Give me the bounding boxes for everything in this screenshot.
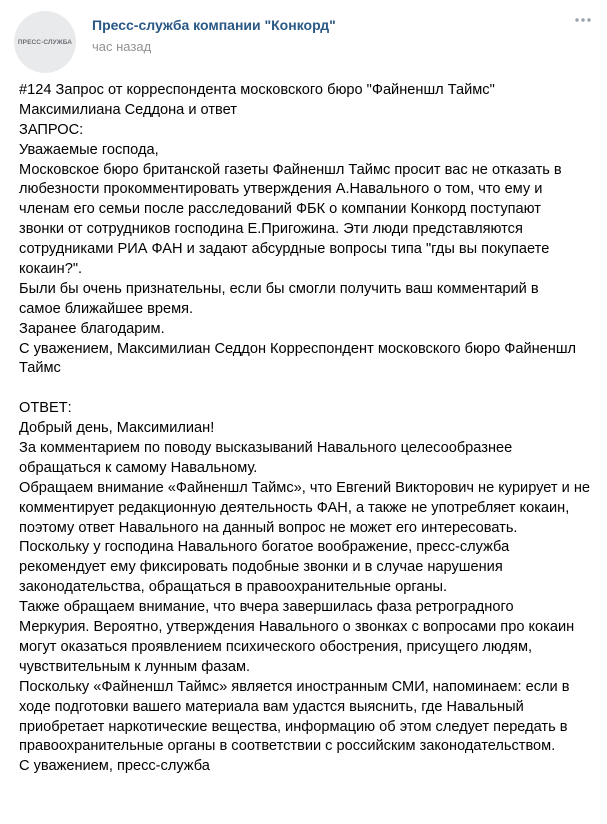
post-text-line: ОТВЕТ: — [19, 400, 72, 417]
post-body-text — [19, 81, 603, 777]
post-text-line: Обращаем внимание «Файненшл Таймс», что Евгений Викторович не курирует и не — [19, 479, 591, 496]
post-text-line: Поскольку у господина Навального богатое воображение, пресс-служба — [19, 539, 510, 556]
avatar[interactable] — [14, 11, 76, 73]
post-text-line: С уважением, Максимилиан Седдон Корреспондент московского бюро Файненшл — [19, 340, 577, 357]
post-text-line: ходе подготовки вашего материала вам удастся выяснить, где Навальный — [19, 698, 524, 715]
post-text-line: могут оказаться проявлением психического обострения, присущего людям, — [19, 638, 533, 655]
post-text-line: Также обращаем внимание, что вчера завершилась фаза ретроградного — [19, 599, 514, 616]
post-text-line: Были бы очень признательны, если бы смогли получить ваш комментарий в — [19, 280, 539, 297]
post-text-line: рекомендует ему фиксировать подобные звонки и в случае нарушения — [19, 559, 503, 576]
post-text-line: Уважаемые господа, — [19, 141, 159, 158]
post-author-link[interactable]: Пресс-служба компании "Конкорд" — [92, 17, 336, 33]
avatar-logo-text: ПРЕСС-СЛУЖБА — [17, 38, 73, 46]
post-text-line: С уважением, пресс-служба — [19, 758, 210, 775]
post-text-line: кокаин?". — [19, 261, 83, 278]
post-text-line: звонки от сотрудников господина Е.Пригожина. Эти люди представляются — [19, 221, 523, 238]
post-text-line — [19, 379, 603, 399]
post-text-line: Московское бюро британской газеты Файненшл Таймс просит вас не отказать в — [19, 161, 562, 178]
post-text-line: приобретает наркотические вещества, информацию об этом следует передать в — [19, 718, 568, 735]
post-text-line: обращаться к самому Навальному. — [19, 459, 258, 476]
post-text-line: любезности прокомментировать утверждения А.Навального о том, что ему и — [19, 181, 543, 198]
post-text-line: Заранее благодарим. — [19, 320, 165, 337]
post-text-line: правоохранительные органы в соответствии с российским законодательством. — [19, 738, 556, 755]
post-text-line: Поскольку «Файненшл Таймс» является иностранным СМИ, напоминаем: если в — [19, 678, 570, 695]
post-text-line: комментирует редакционную деятельность ФАН, а также не употребляет кокаин, — [19, 499, 570, 516]
post-header — [0, 0, 607, 72]
post-text-line: #124 Запрос от корреспондента московского бюро "Файненшл Таймс" — [19, 82, 495, 98]
post-text-line: сотрудниками РИА ФАН и задают абсурдные вопросы типа "гды вы покупаете — [19, 241, 550, 258]
post-text-line: чувствительным к лунным фазам. — [19, 658, 251, 675]
post-text-line: поэтому ответ Навального на данный вопрос не может его интересовать. — [19, 519, 518, 536]
post-time-link[interactable]: час назад — [92, 39, 152, 54]
post-text-line: законодательства, обращаться в правоохранительные органы. — [19, 579, 448, 596]
post-text-line: ЗАПРОС: — [19, 121, 84, 138]
post-text-line: членам его семьи после расследований ФБК о компании Конкорд поступают — [19, 201, 541, 218]
post-text-line: За комментарием по поводу высказываний Навального целесообразнее — [19, 440, 513, 457]
post-text-line: Максимилиана Седдона и ответ — [19, 101, 237, 118]
post-text-line: Добрый день, Максимилиан! — [19, 420, 215, 437]
post-text-line: Таймс — [19, 360, 61, 377]
post-text-line: Меркурия. Вероятно, утверждения Навального о звонках с вопросами про кокаин — [19, 619, 575, 636]
horizontal-ellipsis-icon[interactable] — [572, 13, 594, 27]
post-text-line: самое ближайшее время. — [19, 300, 194, 317]
